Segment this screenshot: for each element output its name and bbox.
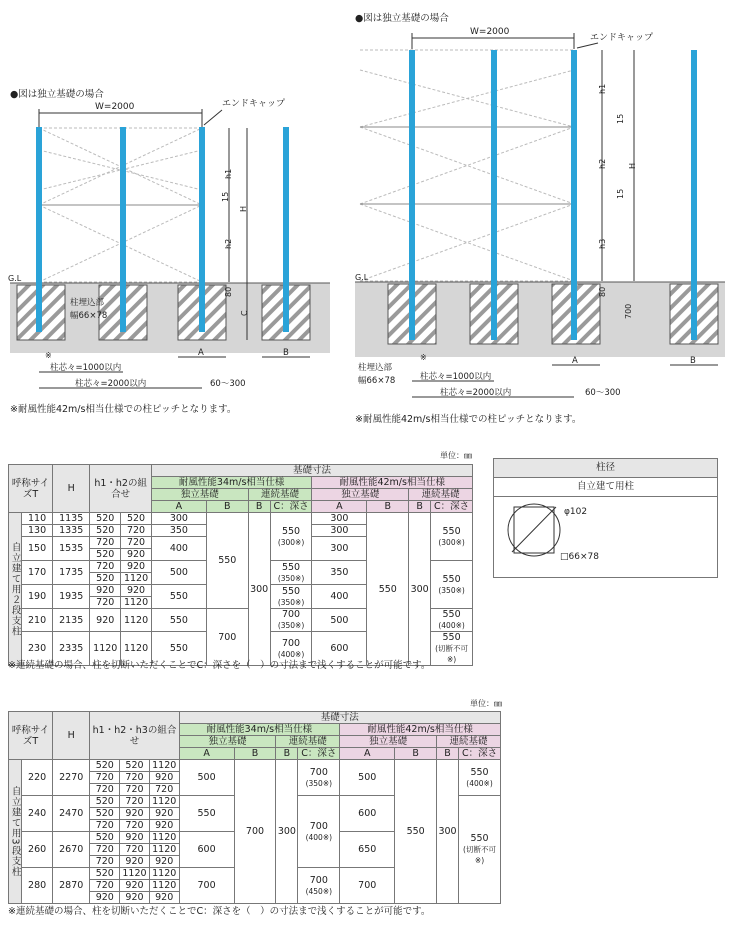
right-fence-diagram (340, 20, 740, 410)
svg-text:h3: h3 (598, 238, 607, 249)
left-fence-diagram (0, 95, 340, 400)
svg-text:柱芯々=1000以内: 柱芯々=1000以内 (50, 363, 122, 373)
svg-text:柱芯々=2000以内: 柱芯々=2000以内 (440, 388, 512, 398)
svg-text:エンドキャップ: エンドキャップ (590, 33, 654, 43)
width-label: W=2000 (95, 102, 135, 112)
svg-text:柱埋込部: 柱埋込部 (358, 363, 393, 373)
svg-text:幅66×78: 幅66×78 (70, 311, 108, 321)
svg-text:幅66×78: 幅66×78 (358, 376, 396, 386)
post (409, 50, 415, 340)
svg-text:φ102: φ102 (564, 507, 588, 517)
svg-text:15: 15 (616, 113, 625, 124)
svg-text:H: H (239, 205, 248, 212)
table1-unit: 単位：㎜ (440, 451, 472, 460)
svg-text:W=2000: W=2000 (470, 27, 510, 37)
pillar-diameter-box (493, 458, 718, 578)
svg-text:h2: h2 (598, 158, 607, 169)
right-diagram-note: ※耐風性能42m/s相当仕様での柱ピッチとなります。 (355, 414, 582, 425)
spec-table-2-tier: 呼称サイズT H h1・h2の組合せ 基礎寸法 耐風性能34m/s相当仕様 耐風性能42m/s相当仕様 独立基礎 連続基礎 独立基礎 連続基礎 A B B C：深さ A B B C：深さ 自立建て用２段支柱 110 1135 520 520 300 550 300 550 (300※) 300 550 300 550 (300※) 130 1335 520 720 350 300 150 1535 720 720 400 300 520 920 170 1735 720 920 500 550 (350※) 350 550 (350※) 520 1120 190 1935 920 920 550 550 (350※) 400 720 1120 210 2135 920 1120 550 700 700 (350※) 500 550 (400※) 230 2335 1120 1120 550 700 (400※) 600 550 (切断不可※) (8, 464, 473, 666)
svg-text:h1: h1 (224, 168, 233, 179)
mesh-panel (360, 50, 574, 281)
svg-text:柱芯々=1000以内: 柱芯々=1000以内 (420, 372, 492, 382)
post (571, 50, 577, 340)
svg-text:80: 80 (224, 286, 233, 297)
svg-text:C: C (240, 310, 249, 316)
svg-text:柱埋込部: 柱埋込部 (70, 298, 105, 308)
svg-text:15: 15 (221, 191, 230, 202)
svg-text:h2: h2 (224, 238, 233, 249)
left-diagram-caption: ●図は独立基礎の場合 (10, 89, 104, 100)
svg-text:80: 80 (598, 286, 607, 297)
post (199, 127, 205, 332)
svg-text:700: 700 (624, 303, 633, 319)
svg-text:□66×78: □66×78 (560, 552, 599, 562)
svg-text:※: ※ (45, 351, 52, 360)
post (491, 50, 497, 340)
table1-note: ※連続基礎の場合、柱を切断いただくことでC：深さを（ ）の寸法まで浅くすることが可能です。 (8, 660, 431, 671)
post (691, 50, 697, 340)
pillar-title: 柱径 (494, 459, 717, 478)
svg-text:H: H (628, 162, 637, 169)
end-cap-label: エンドキャップ (222, 99, 286, 109)
post (283, 127, 289, 332)
svg-text:※: ※ (420, 353, 427, 362)
left-diagram-note: ※耐風性能42m/s相当仕様での柱ピッチとなります。 (10, 404, 237, 415)
svg-text:G.L: G.L (355, 273, 369, 282)
svg-text:A: A (198, 348, 204, 358)
spec-table-3-tier: 呼称サイズT H h1・h2・h3の組合せ 基礎寸法 耐風性能34m/s相当仕様 耐風性能42m/s相当仕様 独立基礎 連続基礎 独立基礎 連続基礎 A B B C：深さ A B B C：深さ 自立建て用3段支柱 220 2270 520 520 1120 500 700 300 700 (350※) 500 550 300 550 (400※) 720 720 920 720 720 720 240 2470 520 720 1120 550 700 (400※) 600 550 (切断不可※) 520 920 920 720 720 920 260 2670 520 920 1120 600 650 720 720 1120 720 920 920 280 2870 520 1120 1120 700 700 (450※) 700 720 920 1120 920 920 920 (8, 711, 501, 904)
svg-text:G.L: G.L (8, 274, 22, 283)
table2-note: ※連続基礎の場合、柱を切断いただくことでC：深さを（ ）の寸法まで浅くすることが可能です。 (8, 906, 431, 917)
post (36, 127, 42, 332)
svg-text:60～300: 60～300 (585, 388, 621, 398)
svg-text:60～300: 60～300 (210, 379, 246, 389)
svg-text:A: A (572, 356, 578, 366)
svg-text:柱芯々=2000以内: 柱芯々=2000以内 (75, 379, 147, 389)
table2-unit: 単位：㎜ (470, 699, 502, 708)
post (120, 127, 126, 332)
pillar-cross-section (494, 497, 717, 577)
svg-text:h1: h1 (598, 83, 607, 94)
pillar-sub: 自立建て用柱 (494, 478, 717, 497)
svg-text:15: 15 (616, 188, 625, 199)
svg-text:B: B (283, 348, 289, 358)
svg-text:B: B (690, 356, 696, 366)
right-diagram-caption: ●図は独立基礎の場合 (355, 13, 449, 24)
